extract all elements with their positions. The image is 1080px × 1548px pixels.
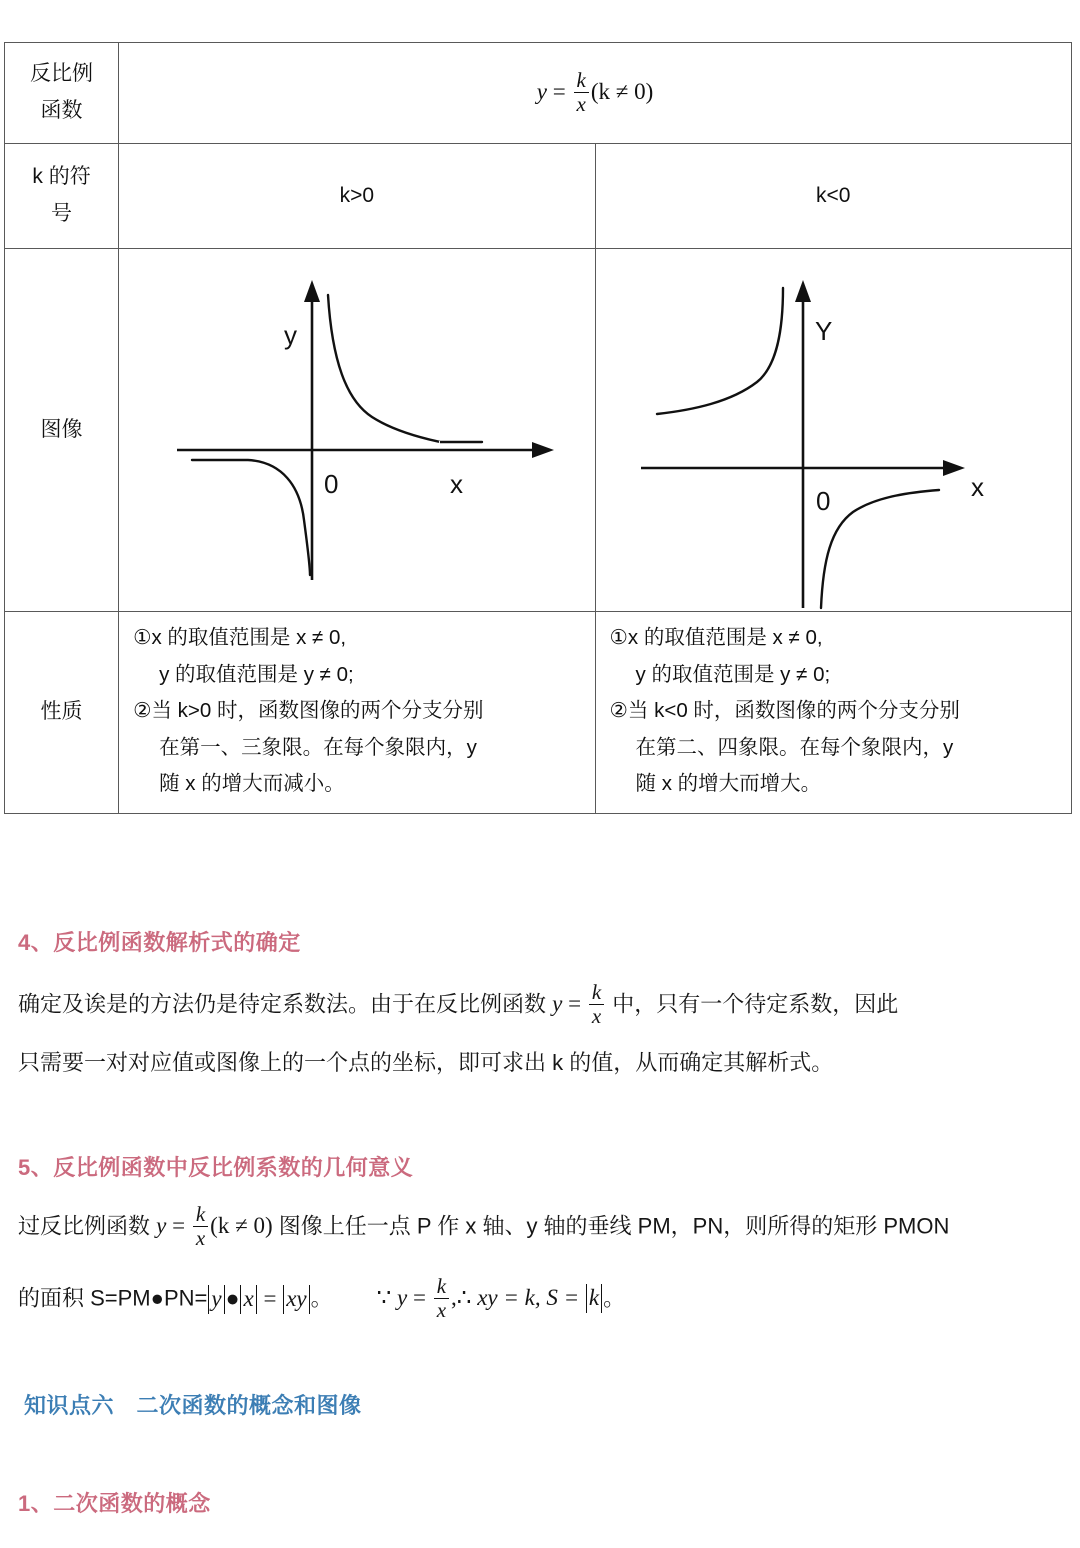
property-line: 随 x 的增大而增大。 <box>635 772 822 795</box>
formula-y-equals-k-over-x: y = $\frac{k}{x}$ (k ≠ 0) <box>536 67 654 116</box>
x-axis-label: x <box>971 472 985 502</box>
cell-main-formula <box>119 43 1072 144</box>
row-label-line-2: 函数 <box>40 99 83 122</box>
text-run: 确定及诶是的方法仍是待定系数法。由于在反比例函数 <box>18 991 553 1017</box>
section-heading-4: 4、反比例函数解析式的确定 <box>18 930 301 955</box>
cell-graph-k-negative <box>595 249 1071 612</box>
row-label-inverse-function <box>5 43 119 144</box>
table-row-k-sign <box>5 144 1072 249</box>
y-axis-arrowhead <box>795 280 811 302</box>
property-line: 在第二、四象限。在每个象限内，y <box>635 735 954 759</box>
property-line: 在第一、三象限。在每个象限内，y <box>159 735 477 759</box>
properties-list-negative <box>596 612 1071 813</box>
formula-conclusion-S-equals-abs-k: ∵ y = $\frac{k}{x}$ ,∴ xy = k, S = k <box>377 1277 603 1322</box>
inline-formula-y-equals-k-over-x-cond: y = $\frac{k}{x}$ (k ≠ 0) <box>156 1202 273 1250</box>
knowledge-point-6-heading: 知识点六 二次函数的概念和图像 <box>24 1393 362 1418</box>
x-axis-arrowhead <box>943 460 965 476</box>
text-run: 的面积 S=PM <box>18 1285 151 1311</box>
table-row-properties <box>5 612 1072 814</box>
bullet-dot-icon: ● <box>150 1285 164 1311</box>
cell-k-negative-header: k<0 <box>595 144 1071 249</box>
origin-label: 0 <box>816 486 831 516</box>
graph-k-positive <box>119 250 594 610</box>
hyperbola-negative-svg <box>613 250 1053 610</box>
text-run: 。 <box>603 1285 626 1311</box>
text-run: PN= <box>163 1285 208 1311</box>
y-axis-label: y <box>283 320 297 350</box>
section-4-paragraph-line-2: 只需要一对对应值或图像上的一个点的坐标，即可求出 k 的值，从而确定其解析式。 <box>18 1050 834 1075</box>
inline-formula-y-equals-k-over-x: y = $\frac{k}{x}$ <box>552 983 606 1028</box>
text-run: 图像上任一点 P 作 x 轴、y 轴的垂线 PM，PN，则所得的矩形 PMON <box>272 1213 950 1239</box>
row-label-k-sign <box>5 144 119 249</box>
property-line: y 的取值范围是 y ≠ 0; <box>159 662 354 686</box>
y-axis-arrowhead <box>304 280 320 302</box>
text-run: 。 <box>310 1285 333 1311</box>
cell-k-positive-header: k>0 <box>119 144 595 249</box>
hyperbola-branch-quadrant-4 <box>821 490 939 608</box>
y-axis-label: Y <box>815 316 833 346</box>
row-label-line-2: 号 <box>51 202 73 225</box>
cell-properties-k-negative <box>595 612 1071 814</box>
hyperbola-branch-quadrant-3 <box>192 460 310 575</box>
row-label-properties: 性质 <box>5 612 119 814</box>
property-line: ①x 的取值范围是 x ≠ 0, <box>609 626 823 649</box>
property-line: ②当 k<0 时，函数图像的两个分支分别 <box>609 699 960 722</box>
section-heading-5: 5、反比例函数中反比例系数的几何意义 <box>18 1155 414 1180</box>
x-axis-arrowhead <box>532 442 554 458</box>
section-4-paragraph-line-1 <box>18 980 899 1028</box>
inverse-proportional-function-table <box>4 42 1072 814</box>
table-row-formula <box>5 43 1072 144</box>
table-row-graph <box>5 249 1072 612</box>
property-line: y 的取值范围是 y ≠ 0; <box>635 662 831 686</box>
property-line: ①x 的取值范围是 x ≠ 0, <box>133 626 347 649</box>
text-run: 中，只有一个待定系数，因此 <box>606 991 899 1017</box>
section-5-paragraph-line-2 <box>18 1274 626 1322</box>
graph-k-negative <box>596 250 1071 610</box>
text-run: 过反比例函数 <box>18 1213 157 1239</box>
origin-label: 0 <box>323 469 339 499</box>
hyperbola-branch-quadrant-1 <box>328 295 482 442</box>
cell-graph-k-positive <box>119 249 595 612</box>
row-label-line-1: k 的符 <box>32 165 91 189</box>
formula-area-abs: y ● x = xy <box>207 1285 310 1314</box>
hyperbola-branch-quadrant-2 <box>657 288 783 414</box>
row-label-graph: 图像 <box>5 249 119 612</box>
property-line: 随 x 的增大而减小。 <box>159 772 345 795</box>
row-label-line-1: 反比例 <box>30 62 94 86</box>
x-axis-label: x <box>449 469 463 499</box>
properties-list-positive <box>119 612 594 813</box>
hyperbola-positive-svg <box>132 250 582 610</box>
cell-properties-k-positive <box>119 612 595 814</box>
section-heading-1: 1、二次函数的概念 <box>18 1491 211 1516</box>
section-5-paragraph-line-1 <box>18 1202 950 1250</box>
property-line: ②当 k>0 时，函数图像的两个分支分别 <box>133 699 484 722</box>
